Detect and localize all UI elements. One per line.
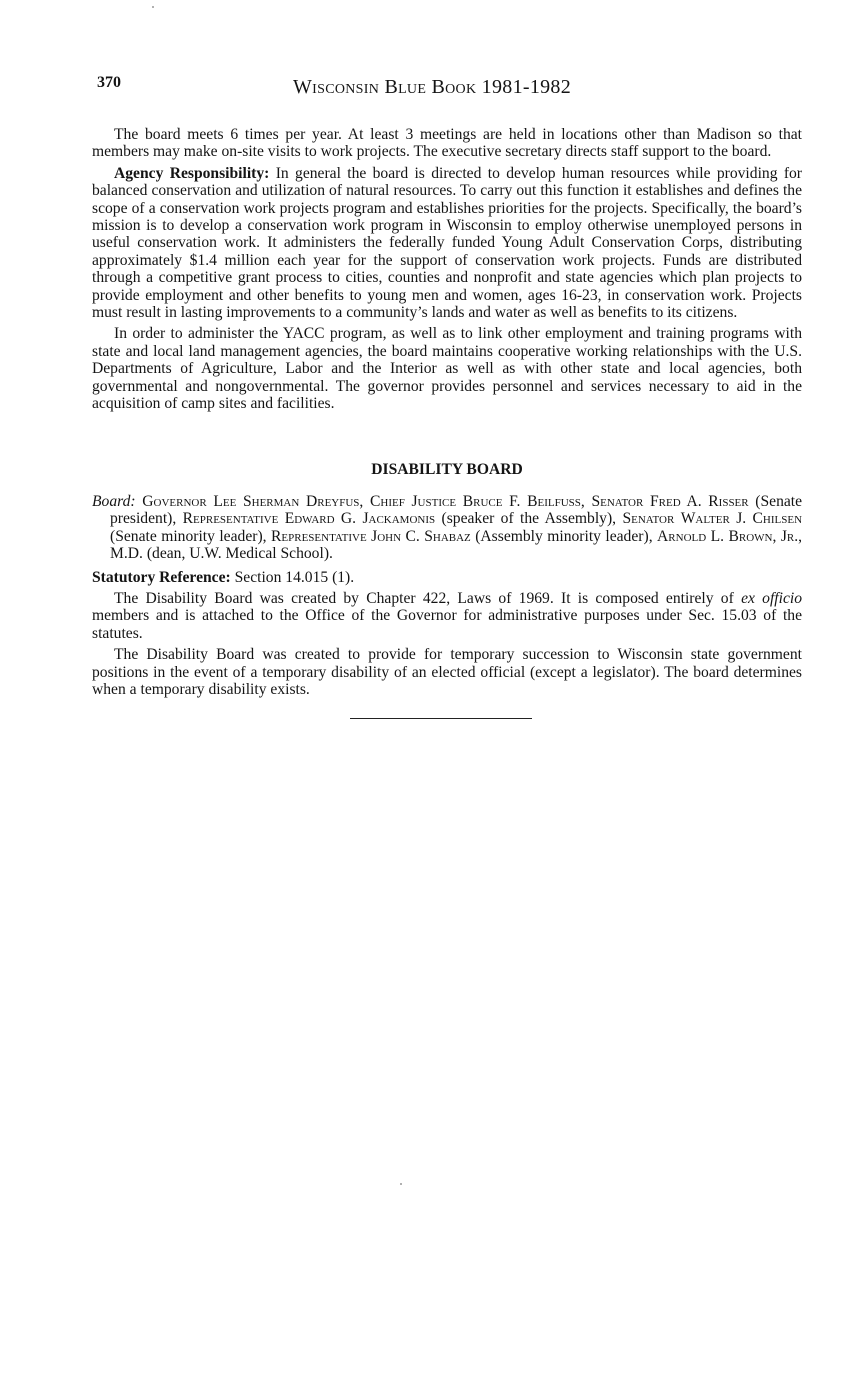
board-member-0: Governor Lee Sherman Dreyfus [142, 492, 360, 510]
running-title: Wisconsin Blue Book 1981-1982 [293, 76, 572, 98]
agency-responsibility-text: In general the board is directed to develop human resources while providing for balanced conservation and utilization of natural resources. To carry out this function it establishes and defines the scope of a conservation work projects program and establishes priorities for the projects. Specifically, the board’s mission is to develop a conservation work program in Wisconsin to employ otherwise unemployed persons in useful conservation work. It administers the federally funded Young Adult Conservation Corps, distributing approximately $1.4 million each year for the support of conservation work projects. Funds are distributed through a competitive grant process to cities, counties and nonprofit and state agencies which plan projects to provide employment and other benefits to young men and women, ages 16-23, in conservation work. Projects must result in lasting improvements to a community’s lands and water as well as benefits to its citizens. [92, 164, 803, 322]
statutory-reference-text: Section 14.015 (1). [234, 568, 355, 586]
board-member-6: Arnold L. Brown, Jr., M.D. (dean, U.W. Medical School) [110, 527, 803, 563]
board-member-5: Representative John C. Shabaz (Assembly minority leader) [271, 527, 649, 545]
body-text [92, 126, 802, 719]
page-number: 370 [97, 74, 121, 91]
board-member-4: Senator Walter J. Chilsen (Senate minority leader) [110, 510, 803, 545]
agency-responsibility-paragraph [92, 165, 802, 322]
scan-speck [400, 1183, 402, 1185]
statutory-reference-label: Statutory Reference: [92, 568, 231, 586]
purpose-paragraph: The Disability Board was created to provide for temporary succession to Wisconsin state government positions in the event of a temporary disability of an elected official (except a legislator). The board determines when a temporary disability exists. [92, 646, 802, 698]
board-members-paragraph: Board: Governor Lee Sherman Dreyfus, Chief Justice Bruce F. Beilfuss, Senator Fred A. Risser (Senate president), Representative Edward G. Jackamonis (speaker of the Assembly), Senator Walter J. Chilsen (Senate minority leader), Representative John C. Shabaz (Assembly minority leader), Arnold L. Brown, Jr., M.D. (dean, U.W. Medical School). [92, 492, 803, 563]
scan-speck [152, 6, 154, 8]
ex-officio-term: ex officio [741, 589, 803, 607]
creation-paragraph: The Disability Board was created by Chapter 422, Laws of 1969. It is composed entirely of ex officio members and is attached to the Office of the Governor for administrative purposes under Sec. 15.03 of the statutes. [92, 589, 803, 642]
section-title: DISABILITY BOARD [371, 460, 523, 478]
statutory-reference [92, 569, 802, 586]
yacc-paragraph: In order to administer the YACC program, as well as to link other employment and training programs with state and local land management agencies, the board maintains cooperative working relationships with the U.S. Departments of Agriculture, Labor and the Interior as well as with other state and local agencies, both governmental and nongovernmental. The governor provides personnel and services necessary to aid in the acquisition of camp sites and facilities. [92, 325, 802, 413]
agency-responsibility-label: Agency Responsibility: [114, 164, 270, 182]
section-end-rule [350, 718, 532, 719]
board-member-3: Representative Edward G. Jackamonis (speaker of the Assembly) [182, 510, 613, 528]
meetings-paragraph: The board meets 6 times per year. At least 3 meetings are held in locations other than Madison so that members may make on-site visits to work projects. The executive secretary directs staff support to the board. [92, 126, 802, 161]
board-member-2: Senator Fred A. Risser (Senate president) [110, 492, 803, 528]
board-member-1: Chief Justice Bruce F. Beilfuss [369, 492, 581, 510]
board-label: Board: [92, 492, 136, 510]
